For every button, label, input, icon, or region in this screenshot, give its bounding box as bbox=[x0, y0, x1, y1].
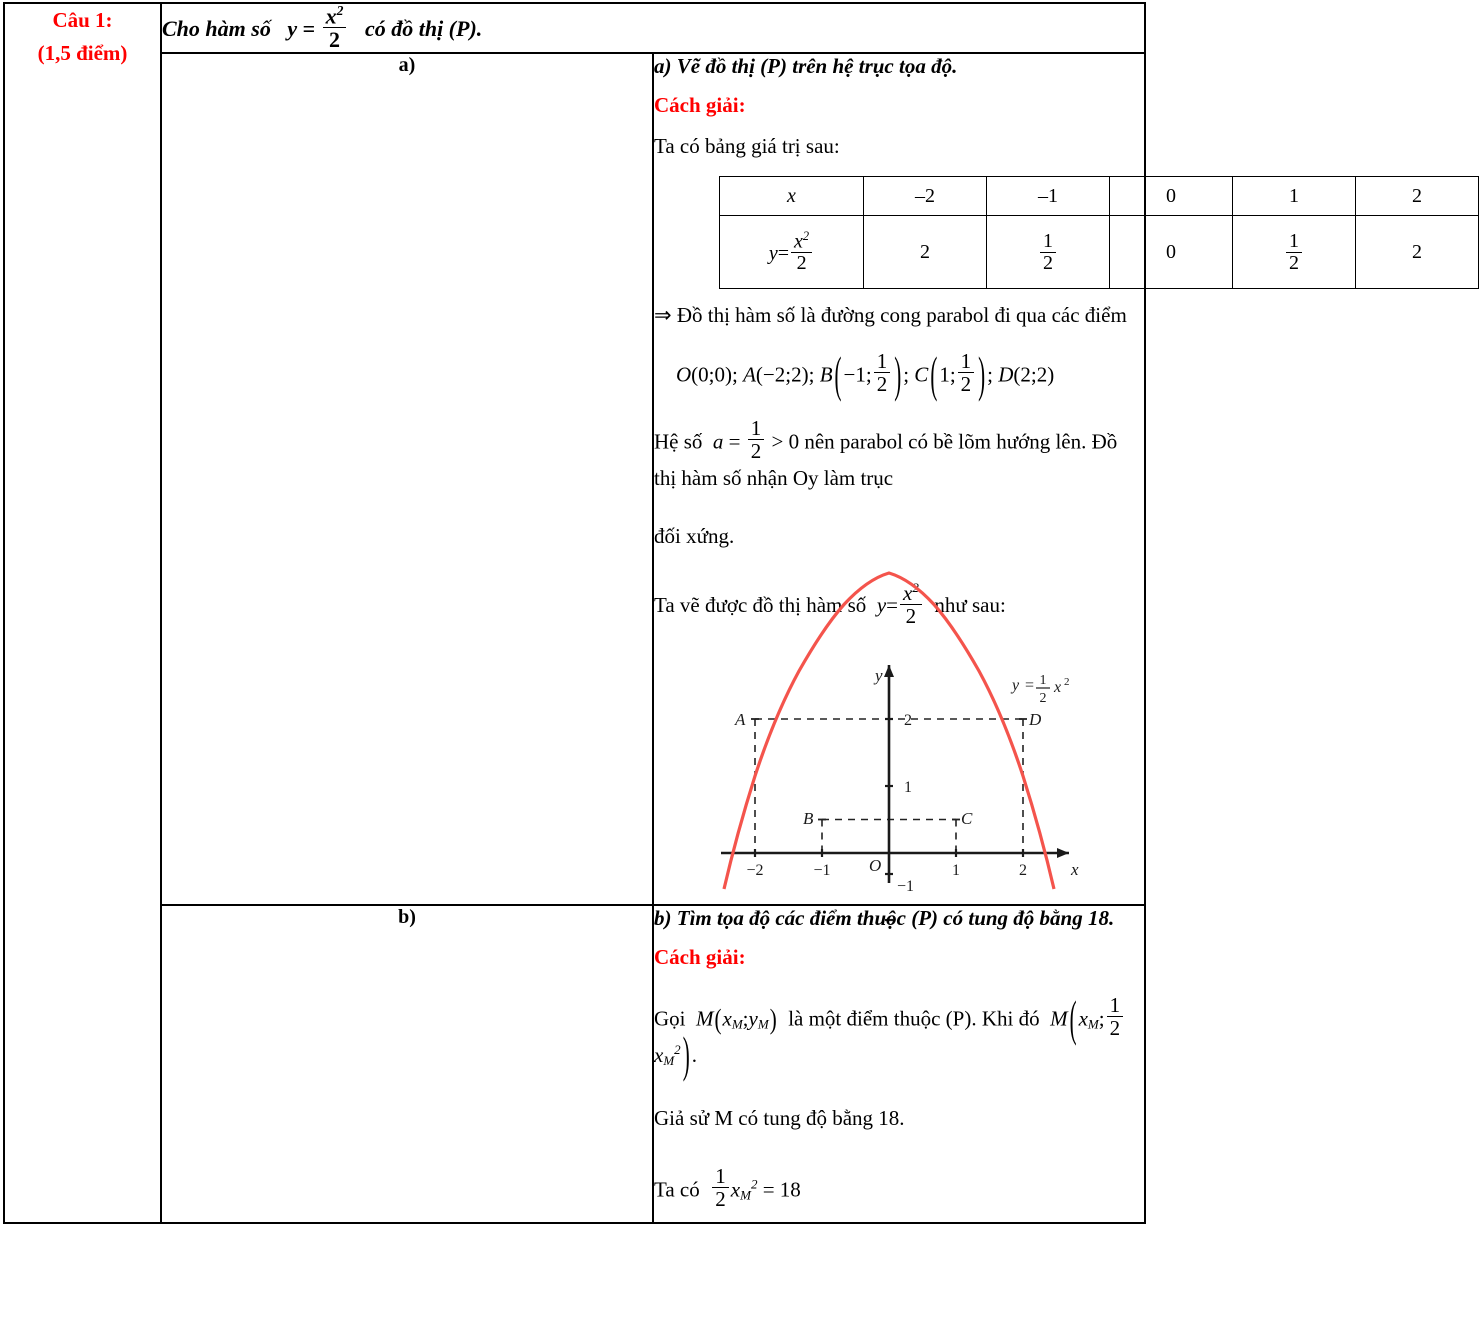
stem-numerator: $x^2$ bbox=[325, 3, 344, 29]
part-a-coefficient-line2: đối xứng. bbox=[654, 524, 735, 549]
value-cell-x-2: 0 bbox=[1110, 177, 1233, 216]
value-cell-y-3: $\frac{1}{2}$ bbox=[1233, 216, 1356, 289]
graph-function-legend bbox=[1010, 673, 1070, 706]
part-b-line-1: Gọi $M(x_M;y_M)$ là một điểm thuộc (P). Khi đó $M(x_M$; $\frac{1}{2}$ $x_M^2$). bbox=[654, 994, 1144, 1072]
table-row-stem bbox=[4, 3, 1145, 53]
graph-xtick-2: 2 bbox=[1019, 861, 1027, 879]
point-B: B bbox=[819, 362, 833, 387]
legend-y: y bbox=[1012, 676, 1020, 694]
part-b-body-cell bbox=[653, 905, 1145, 1223]
point-D: D bbox=[998, 362, 1014, 387]
part-b-marker: b) bbox=[398, 905, 416, 928]
stem-y: y bbox=[287, 15, 298, 41]
value-cell-y-2: 0 bbox=[1110, 216, 1233, 289]
stem-equals: = bbox=[302, 15, 316, 41]
graph-label-D: D bbox=[1029, 709, 1042, 729]
table-row-part-b bbox=[4, 905, 1145, 1223]
value-table-row-x bbox=[720, 177, 1479, 216]
graph-xtick--1: −1 bbox=[813, 861, 831, 879]
value-cell-x-3: 1 bbox=[1233, 177, 1356, 216]
stem-fraction bbox=[323, 4, 347, 52]
part-a-points-line: O(0;0); A(−2;2); B(−1; $\frac{1}{2}$ ); C(1; $\frac{1}{2}$ ); D(2;2) bbox=[676, 346, 1055, 403]
question-points: (1,5 điểm) bbox=[37, 40, 128, 65]
parabola-graph-svg bbox=[699, 643, 1099, 893]
graph-axis-label-x: x bbox=[1071, 859, 1079, 879]
graph-ytick-1: 1 bbox=[904, 778, 912, 796]
graph-xtick-1: 1 bbox=[952, 861, 960, 879]
graph-ytick--1: −1 bbox=[897, 877, 915, 895]
legend-x: x bbox=[1054, 678, 1062, 696]
table-row-part-a bbox=[4, 53, 1145, 905]
value-cell-x-0: –2 bbox=[864, 177, 987, 216]
graph-label-B: B bbox=[803, 808, 814, 828]
graph-ytick-2: 2 bbox=[904, 711, 912, 729]
graph-xtick--2: −2 bbox=[746, 861, 764, 879]
graph-label-O: O bbox=[869, 855, 882, 875]
value-table-header-y: y= $\frac{x^2}{2}$ bbox=[720, 216, 864, 289]
part-b-title: b) Tìm tọa độ các điểm thuộc (P) có tung độ bằng 18. bbox=[654, 905, 1115, 930]
point-C: C bbox=[914, 362, 929, 387]
question-stem-cell bbox=[161, 3, 1145, 53]
part-a-title: a) Vẽ đồ thị (P) trên hệ trục tọa độ. bbox=[654, 53, 958, 78]
question-stem bbox=[162, 4, 1144, 52]
parabola-graph-figure bbox=[654, 643, 1144, 898]
value-cell-y-4: 2 bbox=[1356, 216, 1479, 289]
part-a-body-cell bbox=[653, 53, 1422, 905]
part-a-implies-line: ⇒ Đồ thị hàm số là đường cong parabol đi qua các điểm bbox=[654, 303, 1127, 328]
stem-prefix: Cho hàm số bbox=[162, 15, 271, 41]
part-a-marker-cell bbox=[161, 53, 653, 905]
answer-key-table bbox=[3, 2, 1422, 1224]
part-b-line-2: Giả sử M có tung độ bằng 18. bbox=[654, 1106, 905, 1131]
legend-num: 1 bbox=[1039, 672, 1047, 688]
question-label-cell bbox=[4, 3, 161, 1223]
part-b-marker-cell bbox=[161, 905, 653, 1223]
graph-axis-label-y: y bbox=[875, 665, 883, 685]
graph-axes bbox=[721, 665, 1069, 883]
value-cell-x-4: 2 bbox=[1356, 177, 1479, 216]
value-cell-x-1: –1 bbox=[987, 177, 1110, 216]
part-b-line-3: Ta có $\frac{1}{2}$ $x_M^2 = 18$ bbox=[654, 1163, 801, 1211]
question-number: Câu 1: bbox=[52, 8, 113, 32]
legend-exp: 2 bbox=[1064, 675, 1070, 688]
stem-suffix: có đồ thị (P). bbox=[364, 15, 483, 41]
value-table-row-y bbox=[720, 216, 1479, 289]
part-a-coefficient-line: Hệ số a = $\frac{1}{2}$ > 0 nên parabol có bề lõm hướng lên. Đồ thị hàm số nhận Oy làm trục bbox=[654, 415, 1118, 490]
value-table-header-x: x bbox=[720, 177, 864, 216]
point-A: A bbox=[743, 362, 756, 387]
value-cell-y-1: $\frac{1}{2}$ bbox=[987, 216, 1110, 289]
graph-tick-labels bbox=[746, 712, 1027, 895]
part-a-draw-line: Ta vẽ được đồ thị hàm số y= $\frac{x^2}{2}$ như sau: bbox=[654, 579, 1006, 628]
point-O: O bbox=[676, 362, 692, 387]
value-table bbox=[719, 176, 1479, 289]
worksheet-page bbox=[0, 2, 1422, 1318]
part-a-marker: a) bbox=[398, 53, 416, 76]
stem-denominator: 2 bbox=[323, 27, 347, 51]
graph-label-C: C bbox=[961, 808, 973, 828]
part-a-solution-label: Cách giải: bbox=[654, 92, 746, 117]
value-cell-y-0: 2 bbox=[864, 216, 987, 289]
part-a-intro: Ta có bảng giá trị sau: bbox=[654, 133, 840, 158]
legend-eq: = bbox=[1025, 676, 1035, 694]
part-b-solution-label: Cách giải: bbox=[654, 944, 746, 969]
legend-den: 2 bbox=[1039, 690, 1047, 706]
graph-label-A: A bbox=[735, 709, 746, 729]
